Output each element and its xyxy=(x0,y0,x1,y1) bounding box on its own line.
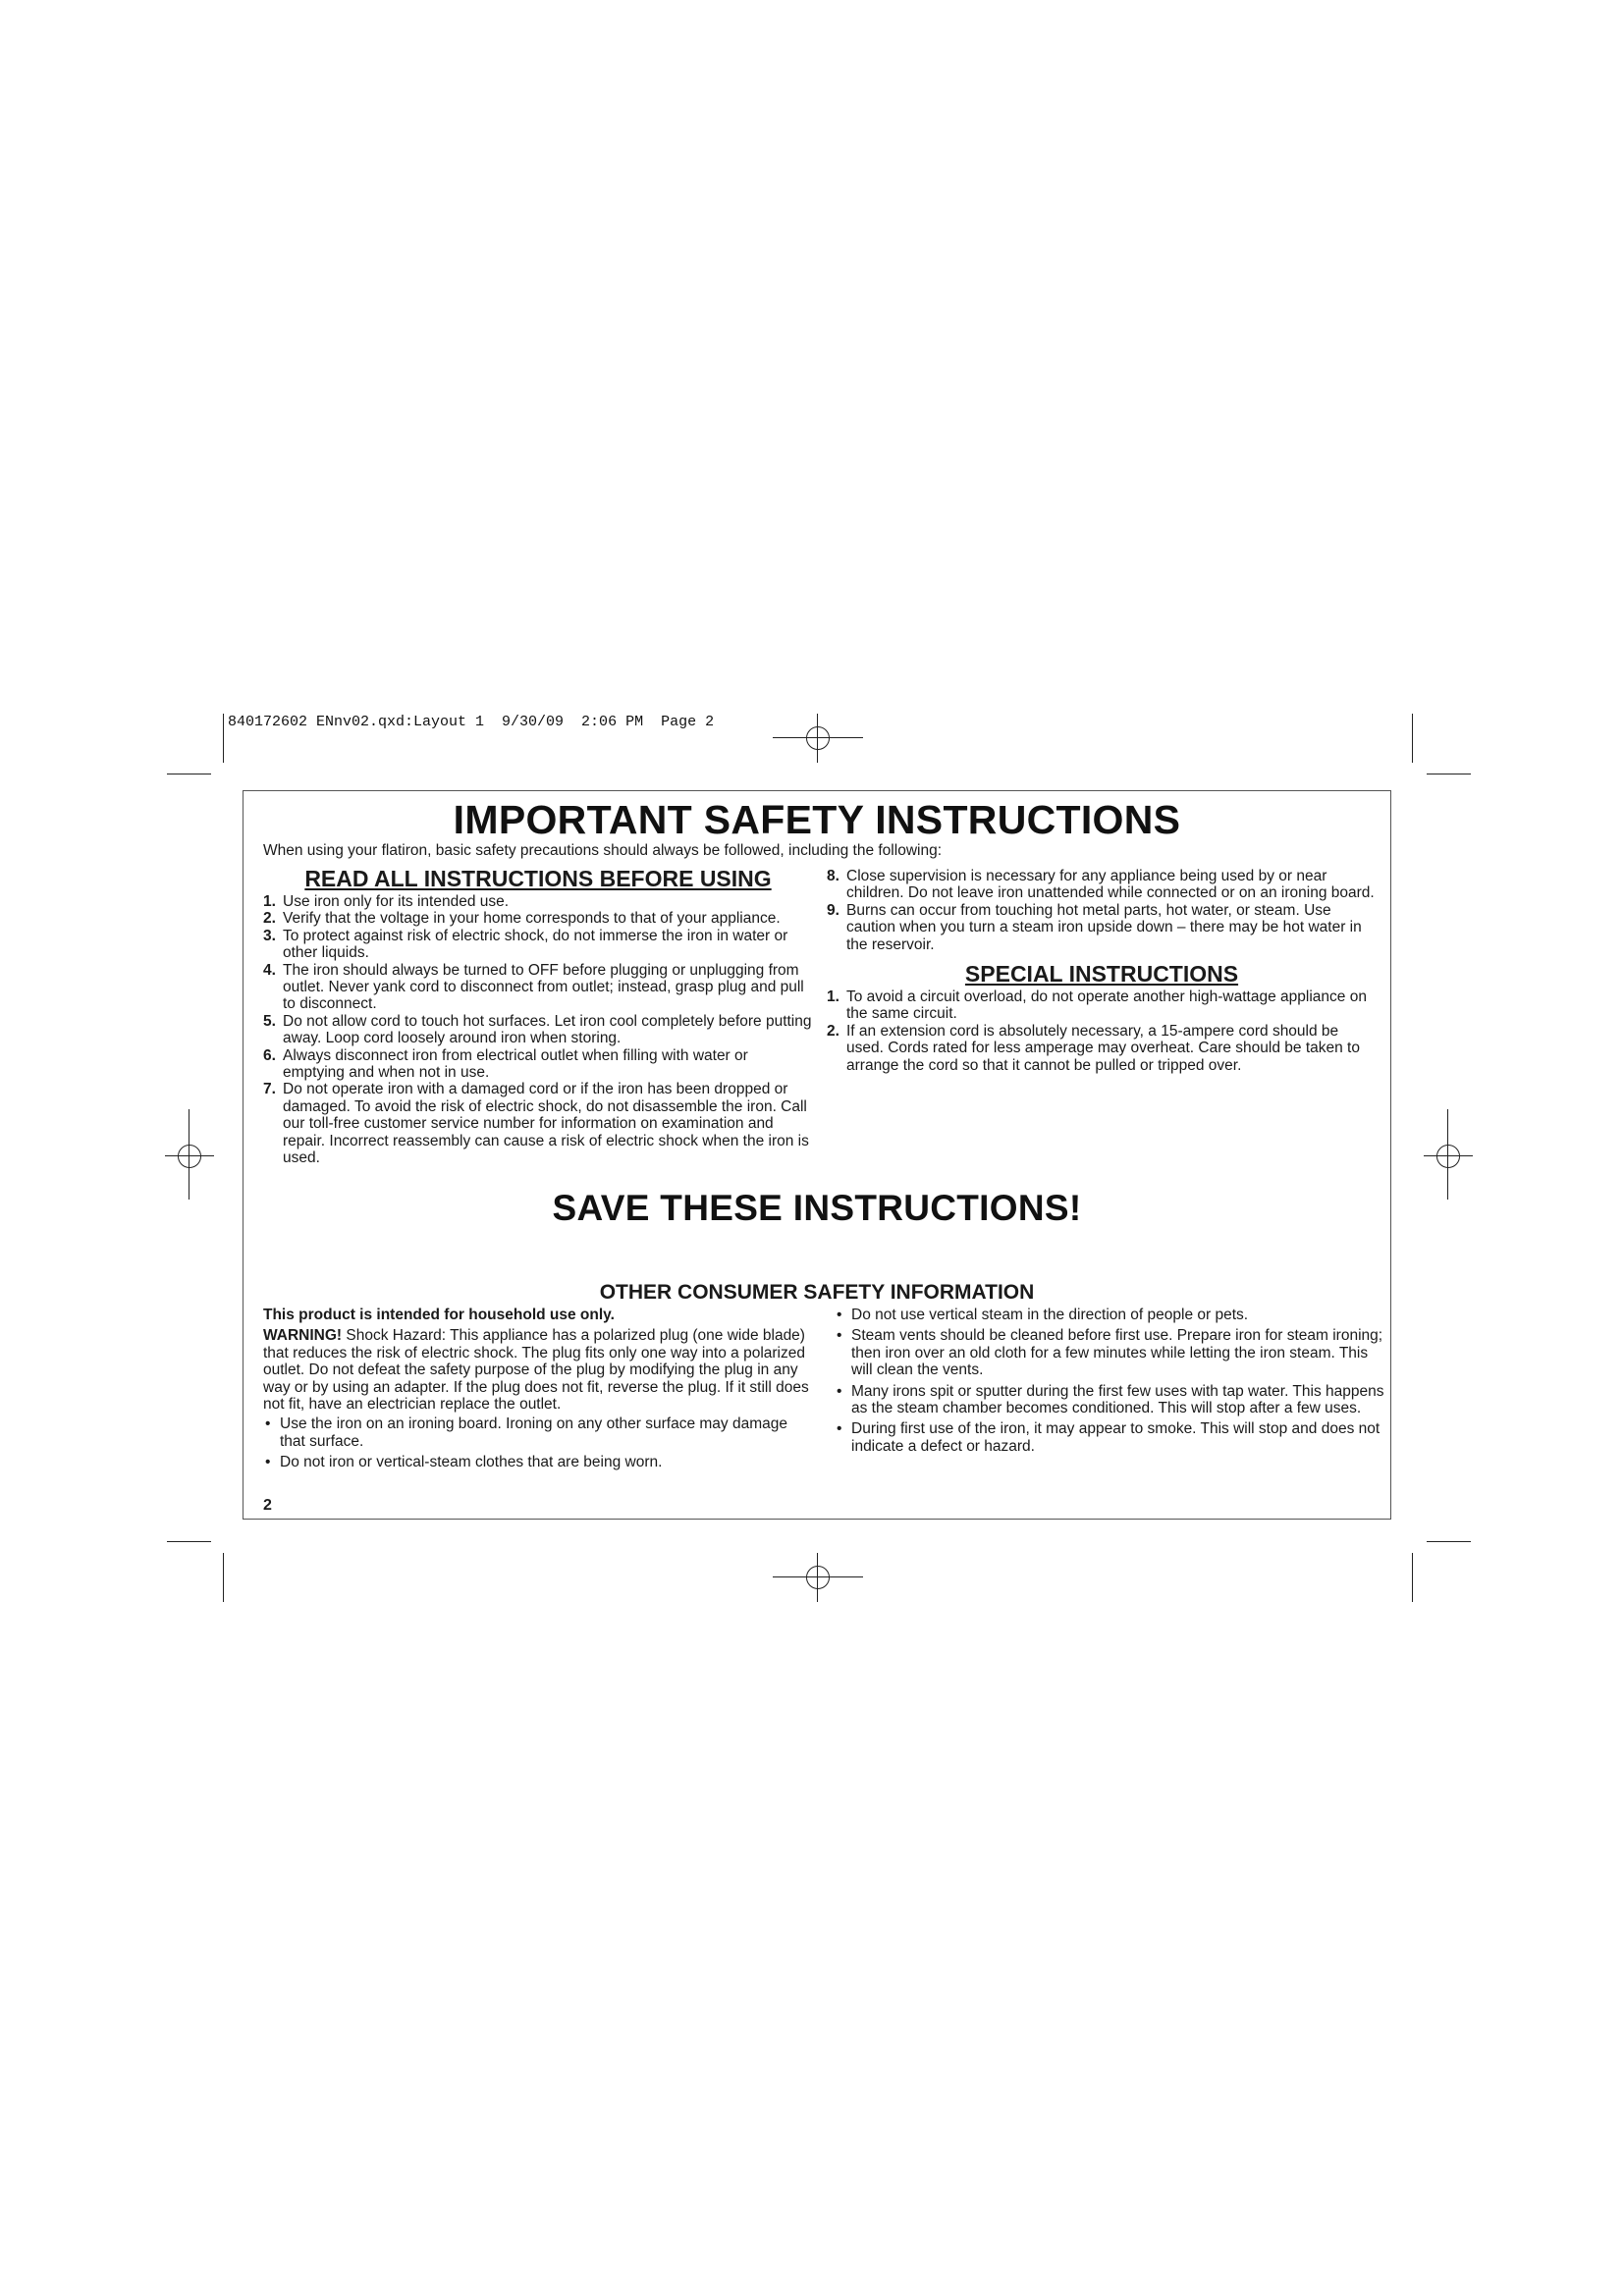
list-item xyxy=(263,928,813,962)
registration-circle xyxy=(1436,1145,1460,1168)
item-number: 1. xyxy=(263,893,276,910)
crop-mark xyxy=(1412,1553,1413,1602)
save-instructions-title: SAVE THESE INSTRUCTIONS! xyxy=(552,1188,1082,1228)
registration-circle xyxy=(806,726,830,750)
item-number: 1. xyxy=(827,988,839,1006)
item-text: Always disconnect iron from electrical outlet when filling with water or emptying and when not in use. xyxy=(283,1046,748,1082)
crop-mark xyxy=(167,1541,211,1542)
list-item xyxy=(263,893,813,910)
read-all-list xyxy=(263,893,813,1167)
item-text: Use iron only for its intended use. xyxy=(283,893,510,910)
list-item xyxy=(263,1013,813,1047)
crop-mark xyxy=(1412,714,1413,763)
warning-paragraph xyxy=(263,1327,813,1413)
item-number: 5. xyxy=(263,1012,276,1030)
list-item: • Steam vents should be cleaned before first use. Prepare iron for steam ironing; then iron over an old cloth for a few minutes while letting the iron steam. This will clean the vents. xyxy=(835,1327,1384,1378)
special-instructions-list xyxy=(827,988,1377,1074)
other-safety-heading: OTHER CONSUMER SAFETY INFORMATION xyxy=(599,1281,1035,1304)
registration-circle xyxy=(178,1145,201,1168)
list-item: • Do not use vertical steam in the direction of people or pets. xyxy=(835,1307,1384,1323)
read-all-heading: READ ALL INSTRUCTIONS BEFORE USING xyxy=(304,866,772,891)
list-item xyxy=(263,910,813,927)
list-item xyxy=(827,988,1377,1023)
item-number: 2. xyxy=(263,910,276,928)
registration-circle xyxy=(806,1566,830,1589)
list-item: • Do not iron or vertical-steam clothes that are being worn. xyxy=(263,1454,813,1470)
list-item xyxy=(827,1023,1377,1074)
read-all-section xyxy=(263,864,813,1167)
warning-label: WARNING! xyxy=(263,1327,343,1345)
item-text: Close supervision is necessary for any appliance being used by or near children. Do not leave iron unattended while connected or on an ironing board. xyxy=(846,868,1375,902)
intro-text: When using your flatiron, basic safety precautions should always be followed, including the following: xyxy=(263,842,942,859)
list-item: • Many irons spit or sputter during the first few uses with tap water. This happens as the steam chamber becomes conditioned. This will stop after a few uses. xyxy=(835,1383,1384,1417)
item-number: 9. xyxy=(827,901,839,919)
crop-mark xyxy=(223,1553,224,1602)
item-text: Do not operate iron with a damaged cord or if the iron has been dropped or damaged. To avoid the risk of electric shock, do not disassemble the iron. Call our toll-free customer service number for information on examination and repair. Incorrect reassembly can cause a risk of electric shock when the iron is used. xyxy=(283,1081,809,1167)
list-item xyxy=(263,962,813,1013)
other-safety-right xyxy=(835,1307,1384,1459)
item-text: Burns can occur from touching hot metal parts, hot water, or steam. Use caution when you turn a steam iron upside down – there may be hot water in the reservoir. xyxy=(846,901,1362,953)
item-number: 8. xyxy=(827,868,839,884)
page-title: IMPORTANT SAFETY INSTRUCTIONS xyxy=(453,797,1181,842)
list-item: • During first use of the iron, it may appear to smoke. This will stop and does not indicate a defect or hazard. xyxy=(835,1420,1384,1455)
print-slug: 840172602 ENnv02.qxd:Layout 1 9/30/09 2:06 PM Page 2 xyxy=(228,714,715,730)
item-text: To protect against risk of electric shock, do not immerse the iron in water or other liquids. xyxy=(283,927,788,962)
list-item xyxy=(827,868,1377,902)
right-column xyxy=(827,868,1377,1074)
item-number: 4. xyxy=(263,961,276,979)
item-number: 3. xyxy=(263,927,276,944)
item-number: 2. xyxy=(827,1022,839,1040)
other-safety-bullets-left xyxy=(263,1415,813,1470)
special-instructions-heading: SPECIAL INSTRUCTIONS xyxy=(964,961,1239,988)
item-text: Verify that the voltage in your home corresponds to that of your appliance. xyxy=(283,910,781,928)
item-text: Do not allow cord to touch hot surfaces. Let iron cool completely before putting away. Loop cord loosely around iron when storing. xyxy=(283,1012,812,1047)
list-item xyxy=(263,1047,813,1082)
household-use-note: This product is intended for household use only. xyxy=(263,1307,615,1323)
crop-mark xyxy=(1427,1541,1471,1542)
item-number: 6. xyxy=(263,1046,276,1064)
item-text: The iron should always be turned to OFF before plugging or unplugging from outlet. Never yank cord to disconnect from outlet; instead, grasp plug and pull to disconnect. xyxy=(283,961,804,1013)
item-text: If an extension cord is absolutely necessary, a 15-ampere cord should be used. Cords rated for less amperage may overheat. Care should be taken to arrange the cord so that it cannot be pulled or tripped over. xyxy=(846,1022,1360,1074)
item-text: To avoid a circuit overload, do not operate another high-wattage appliance on the same circuit. xyxy=(846,988,1367,1023)
crop-mark xyxy=(223,714,224,763)
warning-text: Shock Hazard: This appliance has a polarized plug (one wide blade) that reduces the risk of electric shock. The plug fits only one way into a polarized outlet. Do not defeat the safety purpose of the plug by modifying the plug in any way or by using an adapter. If the plug does not fit, reverse the plug. If it still does not fit, have an electrician replace the outlet. xyxy=(263,1327,809,1414)
other-safety-bullets-right xyxy=(835,1307,1384,1455)
page-number: 2 xyxy=(263,1497,272,1514)
list-item xyxy=(263,1081,813,1166)
other-safety-left xyxy=(263,1307,813,1475)
read-all-list-continued xyxy=(827,868,1377,953)
list-item: • Use the iron on an ironing board. Ironing on any other surface may damage that surface. xyxy=(263,1415,813,1450)
item-number: 7. xyxy=(263,1081,276,1098)
list-item xyxy=(827,902,1377,953)
